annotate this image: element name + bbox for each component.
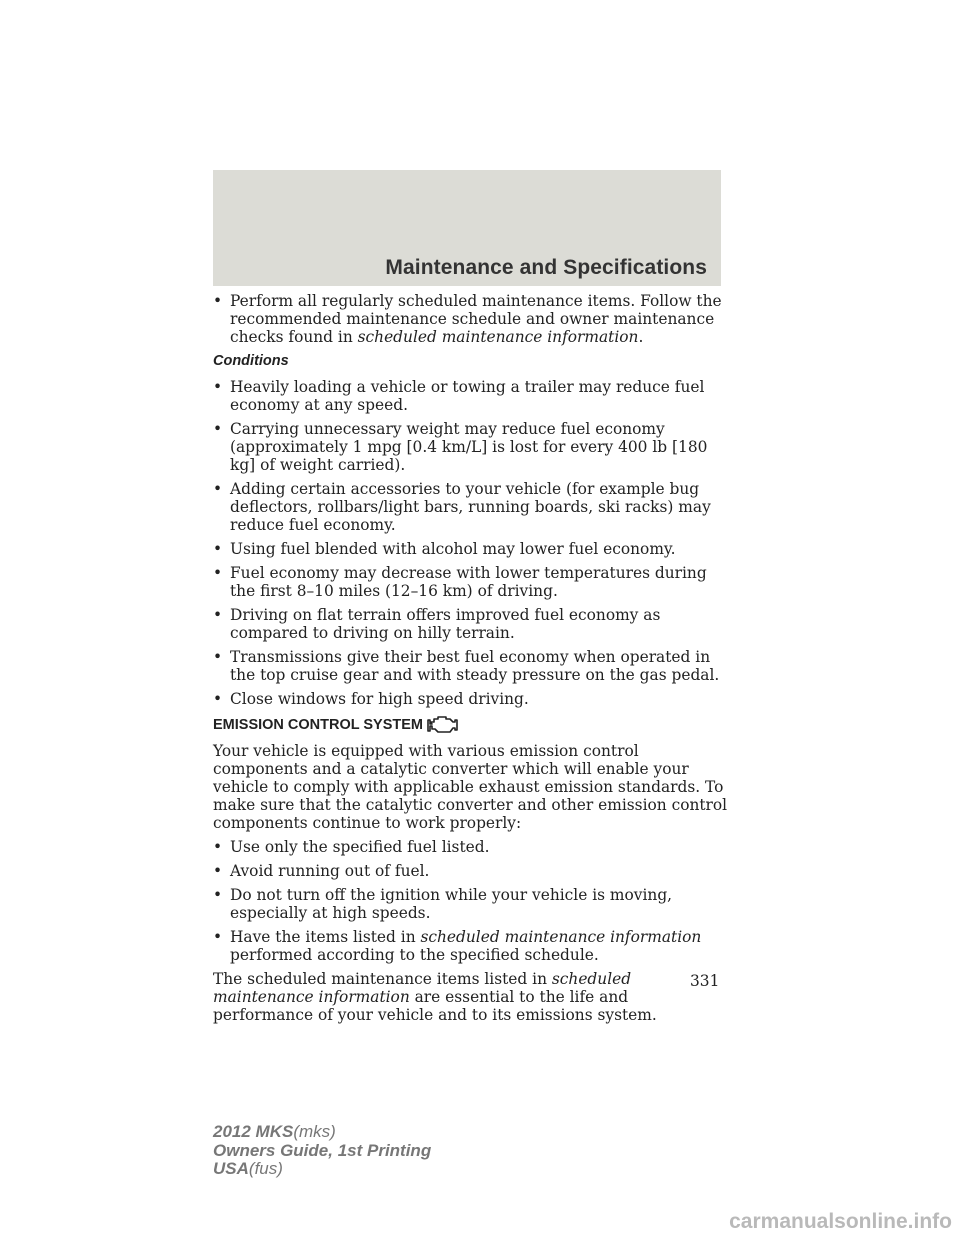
list-item: [213, 690, 728, 708]
footer-model-code: (mks): [293, 1122, 336, 1141]
emission-intro: Your vehicle is equipped with various emission control components and a catalytic converter which will enable your vehicle to comply with applicable exhaust emission standards. To make sure that the catalytic converter and other emission control components continue to work properly:: [213, 742, 728, 832]
list-item: [213, 862, 728, 880]
bullet-icon: •: [213, 564, 223, 582]
bullet-text: Use only the specified fuel listed.: [230, 838, 490, 856]
bullet-icon: •: [213, 648, 223, 666]
bullet-text: Avoid running out of fuel.: [230, 862, 430, 880]
bullet-text-end: .: [638, 328, 644, 346]
list-item: [213, 928, 728, 964]
bullet-icon: •: [213, 862, 223, 880]
bullet-icon: •: [213, 480, 223, 498]
bullet-text: Perform all regularly scheduled maintenance items. Follow the recommended maintenance schedule and owner maintenance checks found in: [230, 292, 722, 346]
closing-text-emphasis: scheduled maintenance information: [213, 970, 632, 1006]
footer-market-code: (fus): [248, 1159, 283, 1178]
list-item: [213, 838, 728, 856]
list-item: [213, 564, 728, 600]
section-header-band: [213, 170, 721, 286]
footer-edition: Owners Guide, 1st Printing: [213, 1140, 432, 1160]
bullet-text-emphasis: scheduled maintenance information: [420, 928, 702, 946]
list-item: [213, 606, 728, 642]
page-number: 331: [690, 972, 720, 990]
footer-imprint: [213, 1123, 431, 1179]
watermark: carmanualsonline.info: [729, 1210, 952, 1233]
page-content: [213, 292, 728, 1030]
emission-heading: [213, 714, 728, 736]
bullet-text: Do not turn off the ignition while your vehicle is moving, especially at high speeds.: [230, 886, 673, 922]
bullet-icon: •: [213, 378, 223, 396]
bullet-text: Have the items listed in: [230, 928, 421, 946]
bullet-text-emphasis: scheduled maintenance information: [357, 328, 639, 346]
bullet-icon: •: [213, 838, 223, 856]
closing-text-end: are essential to the life and performance of your vehicle and to its emissions system.: [213, 988, 657, 1024]
list-item: [213, 378, 728, 414]
bullet-icon: •: [213, 606, 223, 624]
list-item: [213, 886, 728, 922]
bullet-icon: •: [213, 690, 223, 708]
list-item: [213, 540, 728, 558]
list-item: [213, 292, 728, 346]
bullet-text: Adding certain accessories to your vehicle (for example bug deflectors, rollbars/light bars, running boards, ski racks) may reduce fuel economy.: [230, 480, 711, 534]
conditions-heading: Conditions: [213, 353, 289, 369]
section-title: Maintenance and Specifications: [385, 256, 707, 279]
bullet-text-end: performed according to the specified schedule.: [230, 946, 599, 964]
bullet-icon: •: [213, 886, 223, 904]
closing-text: The scheduled maintenance items listed in: [213, 970, 552, 988]
bullet-icon: •: [213, 420, 223, 438]
list-item: [213, 648, 728, 684]
bullet-text: Close windows for high speed driving.: [230, 690, 529, 708]
list-item: [213, 420, 728, 474]
bullet-text: Heavily loading a vehicle or towing a trailer may reduce fuel economy at any speed.: [230, 378, 705, 414]
bullet-text: Carrying unnecessary weight may reduce fuel economy (approximately 1 mpg [0.4 km/L] is lost for every 400 lb [180 kg] of weight carried).: [230, 420, 708, 474]
bullet-text: Transmissions give their best fuel economy when operated in the top cruise gear and with steady pressure on the gas pedal.: [230, 648, 720, 684]
engine-icon: [425, 714, 459, 736]
emission-closing: [213, 970, 728, 1024]
list-item: [213, 480, 728, 534]
emission-heading-text: EMISSION CONTROL SYSTEM: [213, 717, 424, 733]
bullet-icon: •: [213, 540, 223, 558]
bullet-text: Driving on flat terrain offers improved fuel economy as compared to driving on hilly terrain.: [230, 606, 661, 642]
footer-model: 2012 MKS: [213, 1122, 294, 1141]
bullet-text: Using fuel blended with alcohol may lower fuel economy.: [230, 540, 676, 558]
bullet-icon: •: [213, 292, 223, 310]
bullet-text: Fuel economy may decrease with lower temperatures during the first 8–10 miles (12–16 km) of driving.: [230, 564, 707, 600]
footer-market: USA: [213, 1159, 249, 1178]
bullet-icon: •: [213, 928, 223, 946]
